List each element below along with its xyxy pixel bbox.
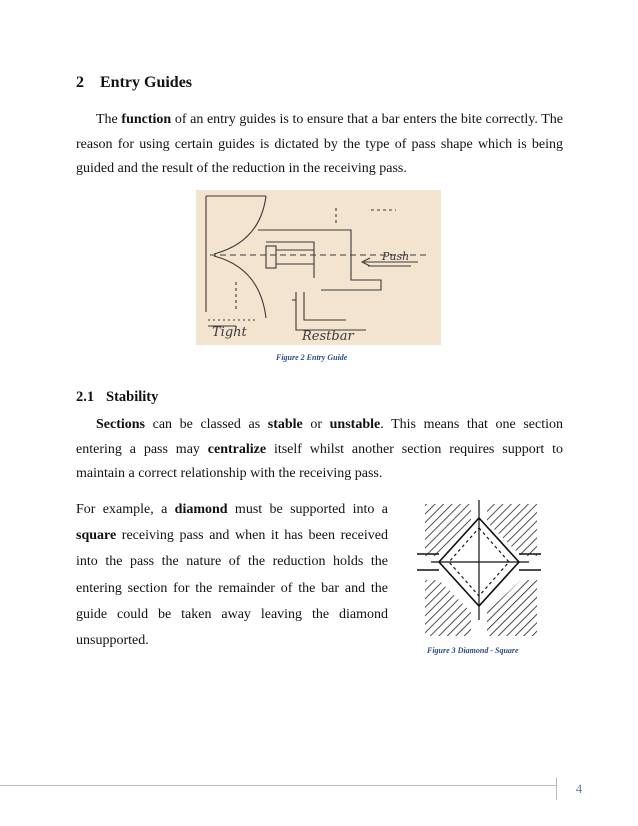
- diamond-square-figure: [417, 496, 541, 640]
- section-heading: [76, 74, 192, 92]
- tight-label: Tight: [212, 325, 247, 340]
- section-number: 2: [76, 74, 84, 91]
- subsection-title: Stability: [106, 389, 159, 405]
- stability-paragraph: Sections can be classed as stable or unstable. This means that one section entering a pass may centralize itself whilst another section requires support to maintain a correct relationship with the receiving pass.: [76, 417, 564, 481]
- footer-rule: [0, 785, 556, 786]
- subsection-number: 2.1: [76, 389, 95, 405]
- restbar-label: Restbar: [302, 329, 354, 344]
- section-paragraph: The function of an entry guides is to ensure that a bar enters the bite correctly. The reason for using certain guides is dictated by the type of pass shape which is being guided and the result of the reduction in the receiving pass.: [76, 112, 564, 176]
- push-label: Push: [382, 250, 410, 263]
- subsection-heading: [76, 389, 158, 406]
- figure-3-caption: Figure 3 Diamond - Square: [427, 646, 519, 655]
- page-number: 4: [556, 778, 601, 800]
- figure-2-caption: Figure 2 Entry Guide: [276, 353, 348, 362]
- entry-guide-drawing: [196, 190, 441, 345]
- section-title: Entry Guides: [100, 74, 193, 91]
- diamond-square-drawing: [417, 496, 541, 640]
- example-paragraph: For example, a diamond must be supported into a square receiving pass and when it has been received into the pass the nature of the reduction holds the entering section for the remainder of the bar and the guide could be taken away leaving the diamond unsupported.: [76, 502, 388, 649]
- entry-guide-figure: [196, 190, 441, 345]
